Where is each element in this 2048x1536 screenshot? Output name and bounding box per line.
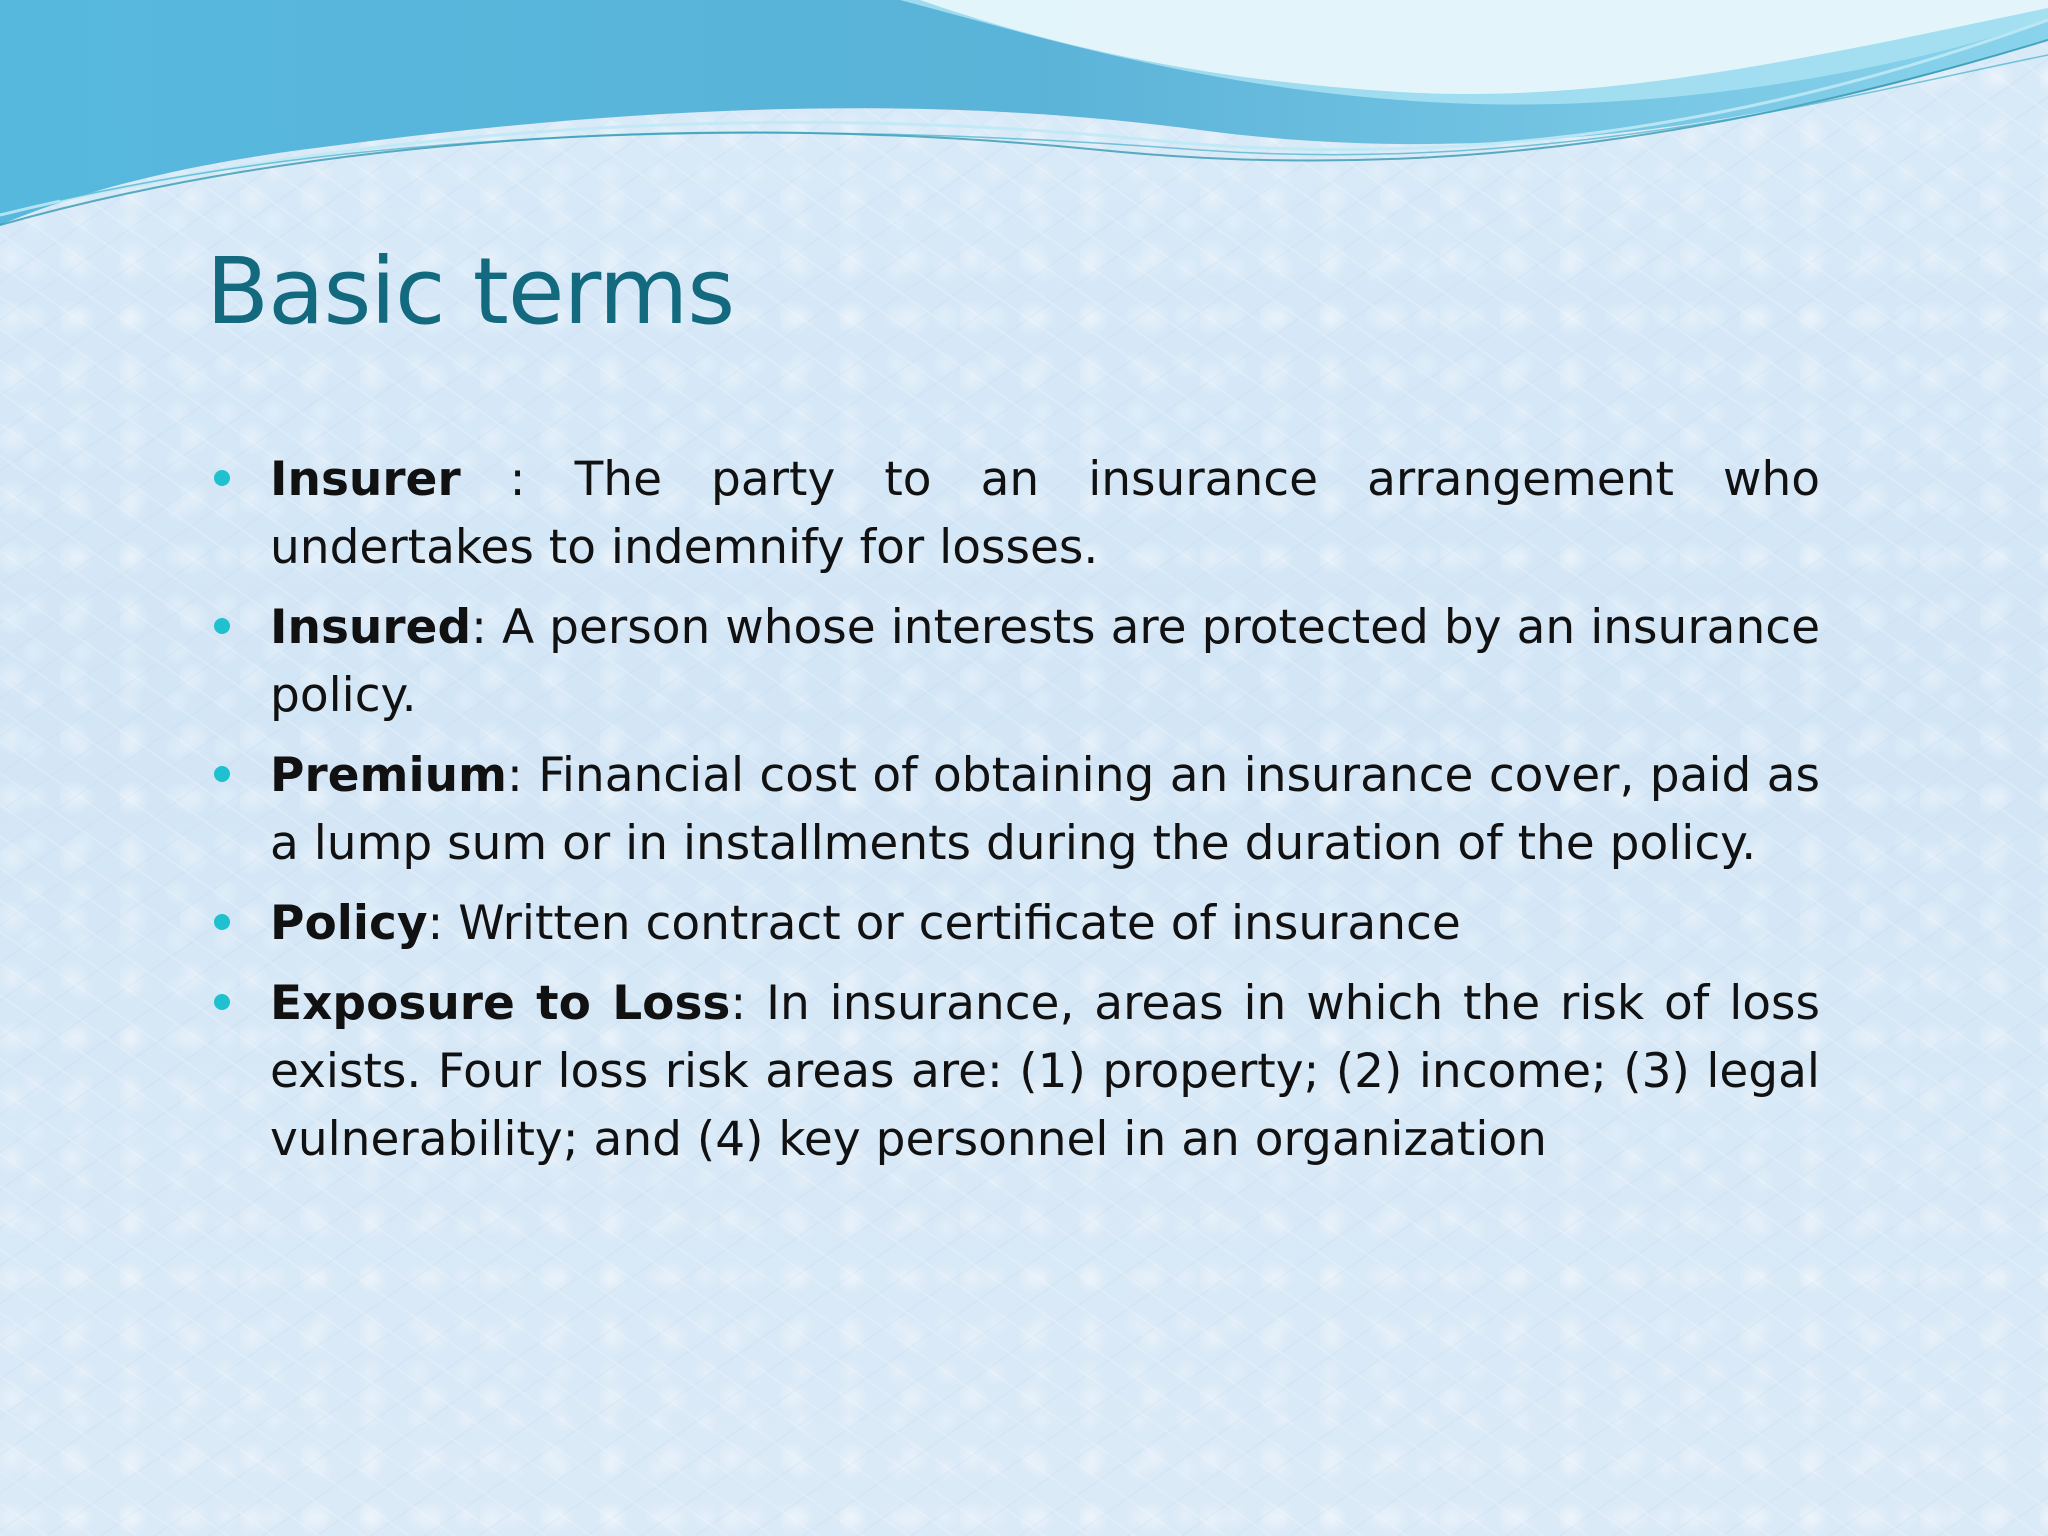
bullet-dot-icon — [214, 618, 230, 634]
term-label: Insured — [270, 600, 472, 655]
bullet-dot-icon — [214, 994, 230, 1010]
term-definition: : The party to an insurance arrangement who undertakes to indemnify for losses. — [270, 452, 1820, 575]
term-label: Premium — [270, 748, 508, 803]
list-item-policy — [208, 890, 1820, 958]
list-item-premium — [208, 742, 1820, 878]
list-item-exposure-to-loss — [208, 970, 1820, 1174]
bullet-dot-icon — [214, 914, 230, 930]
term-label: Exposure to Loss — [270, 976, 731, 1031]
term-definition: : Written contract or certificate of insurance — [427, 896, 1461, 951]
list-item-insurer — [208, 446, 1820, 582]
list-item-insured — [208, 594, 1820, 730]
term-definition: : Financial cost of obtaining an insurance cover, paid as a lump sum or in installments during the duration of the policy. — [270, 748, 1820, 871]
bullet-dot-icon — [214, 470, 230, 486]
term-label: Insurer — [270, 452, 461, 507]
definitions-list — [208, 446, 1820, 1186]
term-definition: : A person whose interests are protected by an insurance policy. — [270, 600, 1820, 723]
slide-title: Basic terms — [206, 238, 735, 345]
bullet-dot-icon — [214, 766, 230, 782]
term-label: Policy — [270, 896, 428, 951]
header-wave-decoration — [0, 0, 2048, 240]
term-definition: : In insurance, areas in which the risk of loss exists. Four loss risk areas are: (1) property; (2) income; (3) legal vulnerability; and (4) key personnel in an organization — [270, 976, 1820, 1167]
